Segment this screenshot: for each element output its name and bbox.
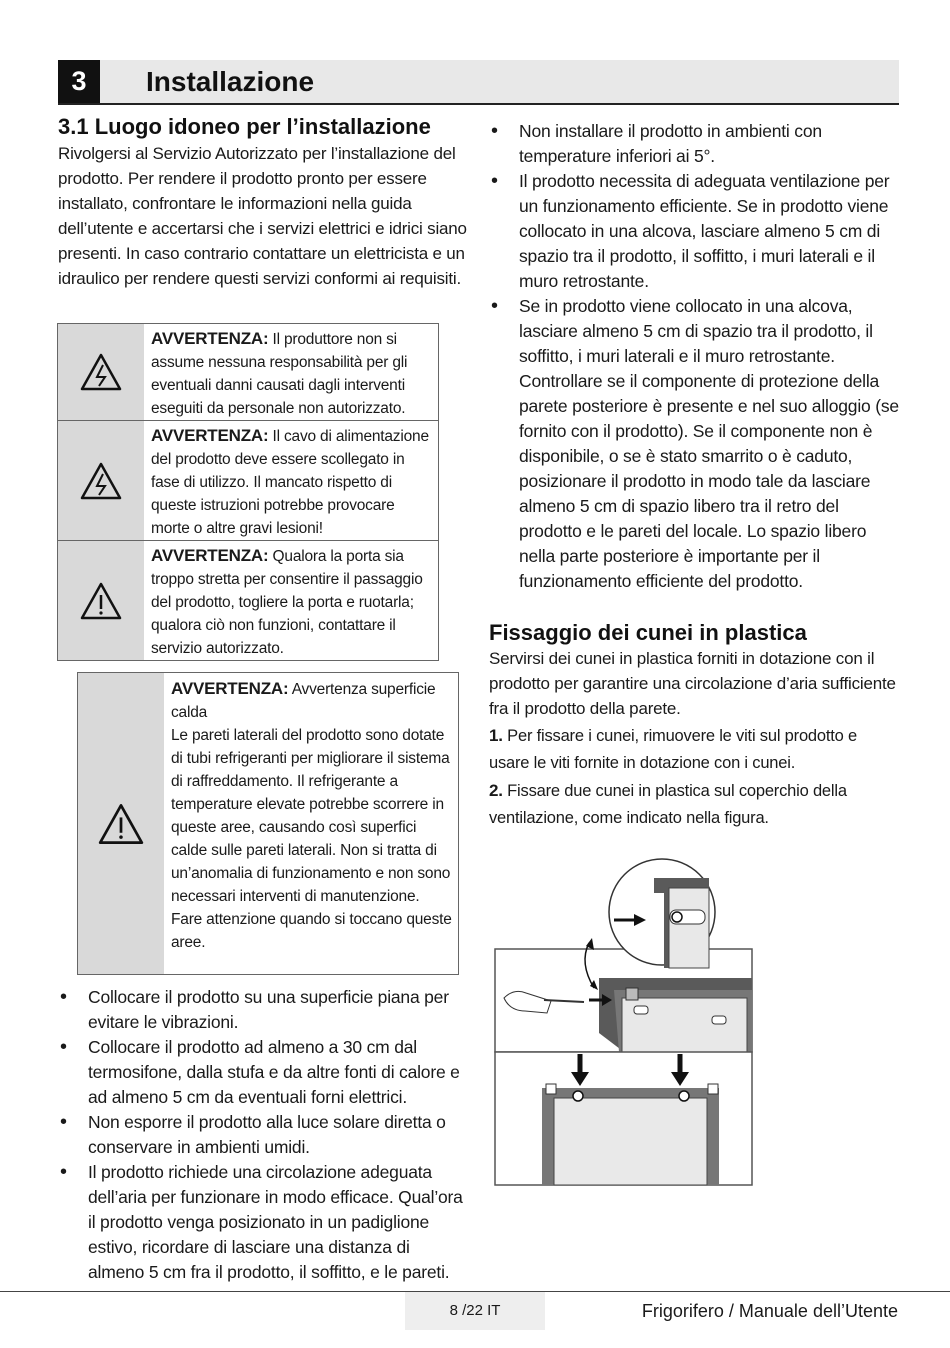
list-item: • Se in prodotto viene collocato in una alcova, lasciare almeno 5 cm di spazio tra il prodotto, il soffitto, i muri laterali e il muro retrostante. Controllare se il componente di protezione della parete posteriore è presente e nel suo alloggio (se fornito con il prodotto). Se il componente non è disponibile, o se è stato smarrito o è caduto, posizionare il prodotto in modo tale da lasciare almeno 5 cm di spazio libero tra il retro del prodotto e le pareti del locale. Lo spazio libero nella parte posteriore è importante per il funzionamento efficiente del prodotto.: [489, 294, 901, 594]
warning-row: [58, 541, 438, 660]
warning-label: AVVERTENZA:: [151, 546, 269, 565]
warning-row: [58, 421, 438, 541]
warning-icon: [58, 541, 144, 660]
step-text: Fissare due cunei in plastica sul coperchio della ventilazione, come indicato nella figura.: [489, 782, 847, 827]
footer-title: Frigorifero / Manuale dell’Utente: [641, 1301, 898, 1321]
warning-text: Il cavo di alimentazione del prodotto deve essere scollegato in fase di utilizzo. Il mancato rispetto di queste istruzioni potrebbe provocare morte o altre gravi lesioni!: [151, 428, 429, 537]
section-intro: [58, 113, 468, 291]
warning-row: [58, 324, 438, 421]
warning-label: AVVERTENZA:: [151, 329, 269, 348]
section-intro-text: Rivolgersi al Servizio Autorizzato per l’installazione del prodotto. Per rendere il prodotto pronto per essere installato, confrontare le informazioni nella guida dell’utente e accertarsi che i servizi elettrici e idrici siano presenti. In caso contrario contattare un elettricista e un idraulico per rendere questi servizi conformi ai requisiti.: [58, 144, 467, 288]
step-1: [489, 722, 901, 777]
step-number: 2.: [489, 781, 503, 800]
warning-icon: [78, 673, 164, 974]
electric-warning-icon: [58, 421, 144, 540]
wedges-title: Fissaggio dei cunei in plastica: [489, 620, 807, 645]
warning-text: Qualora la porta sia troppo stretta per consentire il passaggio del prodotto, togliere la porta e ruotarla; qualora ciò non funzioni, contattare il servizio autorizzato.: [151, 548, 423, 657]
section-title: 3.1 Luogo idoneo per l’installazione: [58, 114, 431, 139]
chapter-number: 3: [58, 60, 100, 103]
wedges-intro: Servirsi dei cunei in plastica forniti in dotazione con il prodotto per garantire una circolazione d’aria sufficiente fra il prodotto della parete.: [489, 649, 896, 718]
wedges-section: [489, 619, 901, 832]
electric-warning-icon: [58, 324, 144, 420]
list-item: • Il prodotto richiede una circolazione adeguata dell’aria per funzionare in modo efficace. Qual’ora il prodotto venga posizionato in un padiglione estivo, ricordare di lasciare una distanza di almeno 5 cm fra il prodotto, il soffitto, e le pareti.: [58, 1160, 470, 1285]
warning-subtitle: Avvertenza superficie calda: [171, 681, 436, 721]
step-number: 1.: [489, 726, 503, 745]
warning-label: AVVERTENZA:: [171, 679, 289, 698]
chapter-header: [58, 60, 899, 105]
warning-text: Il produttore non si assume nessuna responsabilità per gli eventuali danni causati dagli interventi eseguiti da personale non autorizzato.: [151, 331, 408, 417]
list-item: • Non esporre il prodotto alla luce solare diretta o conservare in ambienti umidi.: [58, 1110, 470, 1160]
right-bullet-list: [489, 119, 901, 594]
left-bullet-list: [58, 985, 470, 1285]
hot-surface-warning: [77, 672, 459, 975]
warning-text: Le pareti laterali del prodotto sono dotate di tubi refrigeranti per migliorare il sistema di raffreddamento. Il refrigerante a temperature elevate potrebbe scorrere in queste aree, causando così superfici calde sulle pareti laterali. Non si tratta di un’anomalia di funzionamento e non sono necessari interventi di manutenzione. Fare attenzione quando si toccano queste aree.: [171, 727, 452, 951]
warning-label: AVVERTENZA:: [151, 426, 269, 445]
chapter-title: Installazione: [146, 66, 315, 97]
list-item: • Non installare il prodotto in ambienti con temperature inferiori ai 5°.: [489, 119, 901, 169]
list-item: • Collocare il prodotto ad almeno a 30 cm dal termosifone, dalla stufa e da altre fonti di calore e ad almeno 5 cm da eventuali forni elettrici.: [58, 1035, 470, 1110]
list-item: • Il prodotto necessita di adeguata ventilazione per un funzionamento efficiente. Se in prodotto viene collocato in una alcova, lasciare almeno 5 cm di spazio tra il prodotto, il soffitto, i muri laterali e il muro retrostante.: [489, 169, 901, 294]
wedge-installation-figure: [494, 858, 756, 1186]
list-item: • Collocare il prodotto su una superficie piana per evitare le vibrazioni.: [58, 985, 470, 1035]
step-2: [489, 777, 901, 832]
warnings-box: [57, 323, 439, 661]
page-number: 8 /22 IT: [405, 1292, 545, 1330]
step-text: Per fissare i cunei, rimuovere le viti sul prodotto e usare le viti fornite in dotazione con i cunei.: [489, 727, 857, 772]
